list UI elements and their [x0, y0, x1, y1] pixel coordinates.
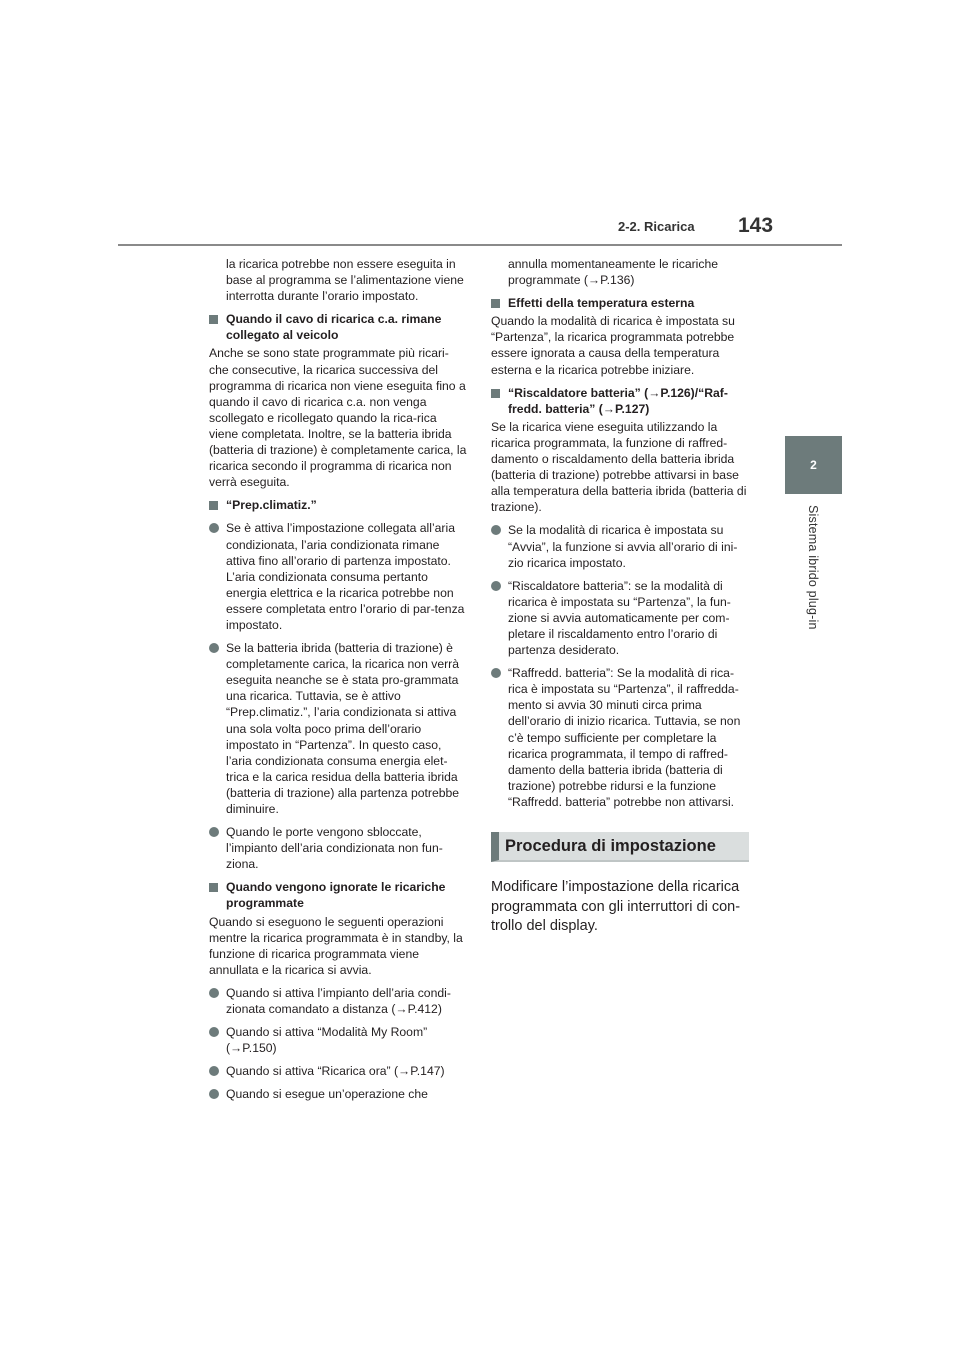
round-bullet-icon — [491, 668, 501, 678]
bullet-item — [209, 1063, 467, 1079]
bullet-item — [209, 1024, 467, 1056]
heading-text: Quando vengono ignorate le ricariche programmate — [226, 880, 446, 911]
left-intro: la ricarica potrebbe non essere eseguita in base al programma se l’alimentazione viene interrotta durante l’orario impostato. — [226, 257, 464, 304]
heading-cable-connected — [209, 311, 467, 343]
bullet-text: Quando si attiva “Modalità My Room” (→P.150) — [226, 1025, 428, 1056]
bullet-item — [209, 824, 467, 872]
round-bullet-icon — [209, 523, 219, 533]
right-column — [491, 256, 749, 937]
chapter-number: 2 — [810, 458, 817, 472]
bullet-item — [209, 1086, 467, 1102]
square-bullet-icon — [209, 883, 218, 892]
bullet-text: Se la modalità di ricarica è impostata su “Avvia”, la funzione si avvia all’orario di ini-zio ricarica impostato. — [508, 523, 738, 570]
paragraph-ignored-charging: Quando si eseguono le seguenti operazioni mentre la ricarica programmata è in standby, la funzione di ricarica programmata viene annullata e la ricarica si avvia. — [209, 914, 463, 977]
heading-text: Quando il cavo di ricarica c.a. rimane collegato al veicolo — [226, 312, 442, 343]
heading-external-temperature — [491, 295, 749, 311]
round-bullet-icon — [209, 988, 219, 998]
square-bullet-icon — [209, 315, 218, 324]
chapter-label: Sistema ibrido plug-in — [806, 505, 820, 630]
bullet-item — [209, 985, 467, 1017]
heading-text: “Riscaldatore batteria” (→P.126)/“Raf-fredd. batteria” (→P.127) — [508, 385, 728, 416]
page-number: 143 — [738, 214, 774, 237]
paragraph-cable-connected: Anche se sono state programmate più ricari-che consecutive, la ricarica successiva del programma di ricarica non viene eseguita fino a quando il cavo di ricarica c.a. non venga scollegato e ricollegato quando la rica-rica viene completata. Inoltre, se la batteria ibrida (batteria di trazione) è completamente carica, la ricarica secondo il programma di ricarica non verrà eseguita. — [209, 346, 467, 490]
heading-battery-heater-cooler — [491, 385, 749, 417]
round-bullet-icon — [209, 1027, 219, 1037]
bullet-text: Quando si attiva l’impianto dell’aria condi-zionata comandato a distanza (→P.412) — [226, 985, 451, 1017]
round-bullet-icon — [209, 827, 219, 837]
chapter-tab — [785, 436, 842, 494]
paragraph-external-temperature: Quando la modalità di ricarica è impostata su “Partenza”, la ricarica programmata potrebbe essere ignorata a causa della temperatura esterna e la ricarica potrebbe iniziare. — [491, 314, 735, 377]
square-bullet-icon — [491, 389, 500, 398]
heading-prep-climatiz — [209, 497, 467, 513]
procedure-title-box — [491, 832, 749, 862]
round-bullet-icon — [209, 1066, 219, 1076]
bullet-text: Quando si esegue un’operazione che — [226, 1087, 428, 1102]
square-bullet-icon — [491, 299, 500, 308]
bullet-item — [209, 520, 467, 633]
header-section: 2-2. Ricarica — [618, 219, 695, 234]
bullet-text: “Riscaldatore batteria”: se la modalità di ricarica è impostata su “Partenza”, la fun-zione si avvia automaticamente per com-pletare il riscaldamento entro l’orario di partenza desiderato. — [508, 578, 731, 658]
bullet-item — [209, 640, 467, 817]
procedure-text: Modificare l’impostazione della ricarica programmata con gli interruttori di con-trollo del display. — [491, 879, 741, 934]
round-bullet-icon — [491, 525, 501, 535]
round-bullet-icon — [491, 581, 501, 591]
header-rule — [118, 244, 842, 246]
heading-ignored-charging — [209, 879, 467, 911]
right-intro: annulla momentaneamente le ricariche programmate (→P.136) — [508, 257, 719, 288]
bullet-item — [491, 522, 749, 570]
bullet-text: Quando le porte vengono sbloccate, l’impianto dell’aria condizionata non fun-ziona. — [226, 825, 443, 872]
bullet-text: Se la batteria ibrida (batteria di trazione) è completamente carica, la ricarica non verrà eseguita neanche se è stata pro-grammata una ricarica. Tuttavia, se è attivo “Prep.climatiz.”, l’aria condizionata si attiva una sola volta poco prima dell’orario impostato in “Partenza”. In questo caso, l’aria condizionata consuma energia elet-trica e la carica residua della batteria ibrida (batteria di trazione) alla partenza potrebbe diminuire. — [226, 641, 460, 816]
square-bullet-icon — [209, 501, 218, 510]
bullet-text: “Raffredd. batteria”: Se la modalità di rica-rica è impostata su “Partenza”, il raffredda-mento si avvia 30 minuti circa prima dell’orario di inizio ricarica. Tuttavia, se non c’è tempo sufficiente per completare la ricarica programmata, il tempo di raffred-damento della batteria ibrida (batteria di trazione) potrebbe ridursi e la funzione “Raffredd. batteria” potrebbe non attivarsi. — [508, 666, 741, 809]
paragraph-battery-heater-cooler: Se la ricarica viene eseguita utilizzando la ricarica programmata, la funzione di raffred-damento o riscaldamento della batteria ibrida (batteria di trazione) potrebbe attivarsi in base alla temperatura della batteria ibrida (batteria di trazione). — [491, 419, 747, 515]
procedure-title: Procedura di impostazione — [505, 837, 716, 855]
bullet-item — [491, 578, 749, 658]
heading-text: Effetti della temperatura esterna — [508, 296, 695, 311]
bullet-item — [491, 665, 749, 810]
bullet-text: Se è attiva l’impostazione collegata all’aria condizionata, l’aria condizionata rimane attiva fino all’orario di partenza impostato. L’aria condizionata consuma pertanto energia elettrica e la ricarica potrebbe non essere completata entro l’orario di par-tenza impostato. — [226, 521, 465, 632]
round-bullet-icon — [209, 643, 219, 653]
heading-text: “Prep.climatiz.” — [226, 498, 317, 513]
bullet-text: Quando si attiva “Ricarica ora” (→P.147) — [226, 1064, 445, 1079]
round-bullet-icon — [209, 1089, 219, 1099]
left-column — [209, 256, 467, 1110]
